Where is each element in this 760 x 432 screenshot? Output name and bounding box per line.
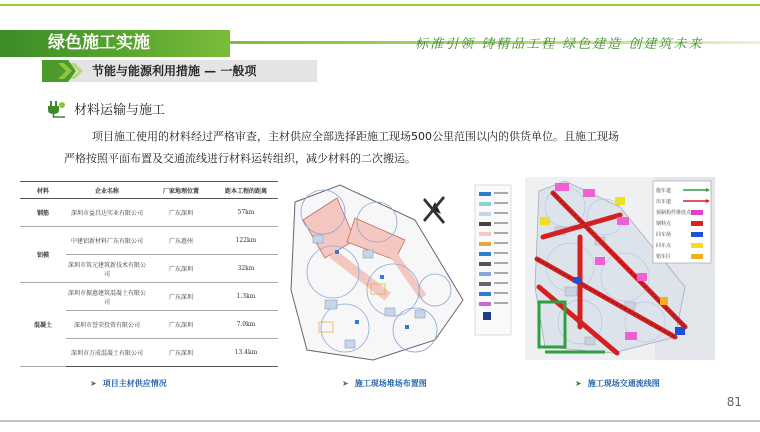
slogan: 标准引领 铸精品工程 绿色建造 创建筑未来	[415, 37, 704, 52]
section-title: 材料运输与施工	[74, 103, 166, 118]
caption-text: 项目主材供应情况	[102, 379, 167, 388]
chevron-right-icon: ➤	[342, 379, 349, 388]
site-layout-plan	[285, 180, 515, 370]
company-cell: 深圳市筑元建筑新技术有限公司	[66, 255, 148, 283]
legend-label: 钢料点	[656, 221, 672, 227]
legend-label: 预制构件堆放点	[656, 210, 692, 216]
material-cell: 铝模	[20, 227, 66, 283]
caption-traffic	[575, 378, 660, 389]
traffic-flow-plan	[525, 177, 715, 360]
company-cell: 深圳市益昌达实业有限公司	[66, 199, 148, 227]
col-header: 企业名称	[66, 182, 148, 199]
location-cell: 广东深圳	[148, 255, 214, 283]
material-cell: 混凝土	[20, 283, 66, 367]
location-cell: 广东深圳	[148, 311, 214, 339]
plug-icon	[48, 100, 66, 118]
material-cell: 钢筋	[20, 199, 66, 227]
company-cell: 深圳市誉荣投资有限公司	[66, 311, 148, 339]
chevron-right-icon: ➤	[575, 379, 582, 388]
location-cell: 广东深圳	[148, 199, 214, 227]
table-row	[20, 283, 278, 311]
distance-cell: 32km	[214, 255, 278, 283]
paragraph-line: 严格按照平面布置及交通流线进行材料运转组织，减少材料的二次搬运。	[64, 152, 416, 165]
company-cell: 深圳市万成混凝土有限公司	[66, 339, 148, 367]
caption-table	[90, 378, 167, 389]
supply-table	[20, 181, 278, 367]
page-number: 81	[726, 395, 742, 409]
col-header: 厂家地理位置	[148, 182, 214, 199]
caption-text: 施工现场堆场布置图	[354, 379, 427, 388]
company-cell: 中建铝新材料广东有限公司	[66, 227, 148, 255]
paragraph-line: 项目施工使用的材料经过严格审查，主材供应全部选择距施工现场500公里范围以内的供货单位。且施工现场	[92, 130, 619, 143]
distance-cell: 57km	[214, 199, 278, 227]
caption-layout	[342, 378, 427, 389]
legend-label: 回车场	[656, 232, 672, 238]
top-accent-line	[0, 4, 760, 6]
double-arrow-icon	[42, 60, 84, 82]
col-header: 材料	[20, 182, 66, 199]
distance-cell: 13.4km	[214, 339, 278, 367]
distance-cell: 1.3km	[214, 283, 278, 311]
distance-cell: 7.9km	[214, 311, 278, 339]
page-title: 绿色施工实施	[48, 33, 150, 53]
table-row	[20, 227, 278, 255]
location-cell: 广东深圳	[148, 283, 214, 311]
table-header-row	[20, 182, 278, 199]
bottom-rule	[0, 420, 760, 422]
caption-text: 施工现场交通流线图	[587, 379, 660, 388]
location-cell: 广东惠州	[148, 227, 214, 255]
location-cell: 广东深圳	[148, 339, 214, 367]
chevron-right-icon: ➤	[90, 379, 97, 388]
table-row	[20, 199, 278, 227]
subtitle: 节能与能源利用措施 — 一般项	[92, 64, 257, 78]
legend-label: 错车区	[656, 254, 672, 260]
col-header: 距本工程的距离	[214, 182, 278, 199]
legend-label: 回车点	[656, 243, 672, 249]
legend-label: 施车道	[656, 188, 672, 194]
company-cell: 深圳市振惠建筑混凝土有限公司	[66, 283, 148, 311]
distance-cell: 122km	[214, 227, 278, 255]
legend-label: 出车道	[656, 199, 672, 205]
